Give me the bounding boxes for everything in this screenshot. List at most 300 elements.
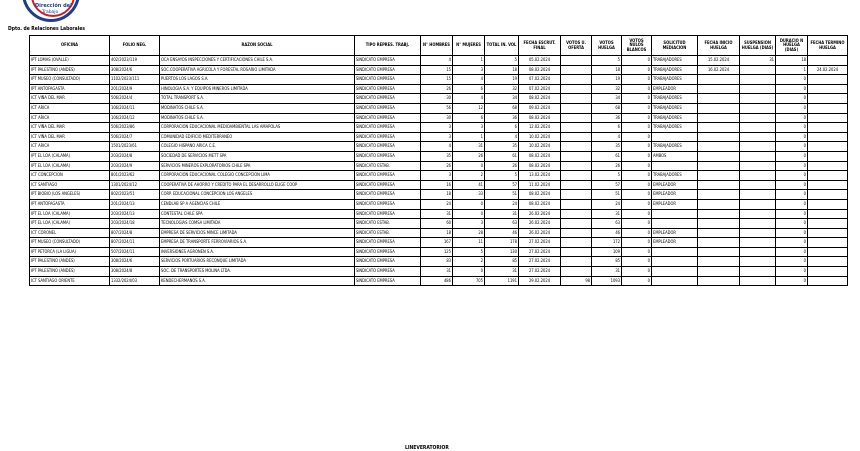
table-cell: EMPLEADOR [652,228,698,238]
table-cell: 6 [453,84,485,94]
table-cell: 07.02.2024 [519,75,561,85]
table-cell: 26 [421,161,453,171]
table-cell: 5 [592,56,622,66]
table-cell: ICT ARICA [30,103,110,113]
table-cell: 08.02.2024 [519,190,561,200]
table-cell: 2 [453,257,485,267]
table-cell: 0 [776,161,808,171]
table-cell: 08.02.2024 [519,161,561,171]
table-cell: TRABAJADORES [652,103,698,113]
table-cell: 98 [561,276,592,286]
table-row [30,103,848,113]
table-cell: 506/2024/7 [110,132,160,142]
table-cell: 0 [776,190,808,200]
table-cell: 178 [485,238,519,248]
table-cell: 18 [421,190,453,200]
table-cell: 0 [622,171,652,181]
table-cell: 486 [421,276,453,286]
table-cell: 19 [592,75,622,85]
table-cell [740,103,776,113]
column-header: OFICINA [30,36,110,56]
column-header: FOLIO NEG. [110,36,160,56]
table-cell [652,267,698,277]
table-cell: SINDICATO EMPRESA [355,142,421,152]
table-cell: EMPRESA DE SERVICIOS MINCE LIMITADA [160,228,355,238]
table-cell [561,113,592,123]
table-cell: 08.02.2024 [519,65,561,75]
table-cell: 3 [421,171,453,181]
table-cell: HINOLOGIA S.A. Y EQUIPOS MINEROS LIMITADA [160,84,355,94]
table-cell [698,123,740,133]
table-cell: ICT SANTIAGO [30,180,110,190]
table-cell: IPT EL LOA (CALAMA) [30,161,110,171]
table-cell [808,123,848,133]
table-cell: 0 [776,209,808,219]
table-cell: 51 [592,190,622,200]
table-cell: 26 [485,161,519,171]
table-cell [698,238,740,248]
table-cell: 15.02.2024 [698,56,740,66]
table-row [30,161,848,171]
table-cell: SINDICATO EMPRESA [355,199,421,209]
table-cell [561,199,592,209]
table-cell: 26.02.2024 [519,228,561,238]
table-row [30,65,848,75]
table-cell: 203/2024/9 [110,161,160,171]
table-cell: IPT ANTOFAGASTA [30,199,110,209]
table-row [30,180,848,190]
table-cell: TRABAJADORES [652,56,698,66]
table-cell: COMUNIDAD EDIFICIO MEDITERRANEO [160,132,355,142]
table-cell: 31 [740,56,776,66]
table-cell: 26 [592,161,622,171]
table-cell: 0 [776,123,808,133]
table-cell: 4 [592,132,622,142]
table-cell [698,219,740,229]
table-cell: 0 [622,132,652,142]
table-cell [561,247,592,257]
table-cell: MODINATOS CHILE S.A. [160,113,355,123]
table-row [30,190,848,200]
table-cell [740,219,776,229]
table-row [30,142,848,152]
table-cell [561,180,592,190]
table-cell [808,190,848,200]
table-cell [652,219,698,229]
table-cell [652,209,698,219]
table-cell [740,238,776,248]
table-cell: IPT EL LOA (CALAMA) [30,219,110,229]
table-cell: 5 [485,171,519,181]
table-cell [808,161,848,171]
table-cell: 3 [453,123,485,133]
table-cell: 3 [421,123,453,133]
table-cell: 0 [776,228,808,238]
table-cell: 31 [592,209,622,219]
table-cell: 30 [421,94,453,104]
table-cell: SINDICATO EMPRESA [355,75,421,85]
table-cell [740,171,776,181]
table-cell: 0 [776,171,808,181]
table-cell: 16.02.2024 [698,65,740,75]
table-cell [698,151,740,161]
table-cell [740,190,776,200]
table-cell: 26.02.2024 [519,209,561,219]
table-cell: 0 [622,123,652,133]
table-cell [561,190,592,200]
table-cell: SINDICATO EMPRESA [355,180,421,190]
table-cell: EMPLEADOR [652,238,698,248]
table-cell [808,132,848,142]
table-cell: SOC. DE TRANSPORTES MOLINA LTDA. [160,267,355,277]
table-row [30,238,848,248]
table-cell: 08.02.2024 [519,113,561,123]
table-cell [808,257,848,267]
table-cell [652,276,698,286]
table-row [30,113,848,123]
table-cell: 15 [421,65,453,75]
table-cell: 1093 [592,276,622,286]
table-cell: 0 [776,132,808,142]
table-cell: IPT EL LOA (CALAMA) [30,151,110,161]
table-cell: 201/2024/13 [110,199,160,209]
table-cell: 19 [485,75,519,85]
table-cell: TRABAJADORES [652,142,698,152]
table-cell: KENDECHERMANOS S.A. [160,276,355,286]
table-cell [740,209,776,219]
table-cell: SERVICIOS PORTUARIOS RECONQUE LIMITADA [160,257,355,267]
table-cell: TRABAJADORES [652,123,698,133]
table-cell: 34 [592,94,622,104]
table-cell: 83 [421,257,453,267]
table-cell: 32 [485,84,519,94]
table-cell [740,199,776,209]
table-cell [561,56,592,66]
table-cell: 09.02.2024 [519,103,561,113]
table-cell: 0 [776,142,808,152]
table-cell: 29.02.2024 [519,276,561,286]
table-cell: SINDICATO EMPRESA [355,94,421,104]
table-cell: 807/2024/11 [110,238,160,248]
table-cell: 1301/2024/12 [110,180,160,190]
table-cell: IPT PALESTINO (ANDES) [30,267,110,277]
table-cell: TRABAJADORES [652,171,698,181]
table-cell: 506/2024/4 [110,94,160,104]
column-header: TOTAL IN. VOL [485,36,519,56]
table-cell: 2 [453,171,485,181]
table-cell: 28 [453,228,485,238]
table-cell: SINDICATO EMPRESA [355,113,421,123]
table-cell [561,161,592,171]
table-cell: ICT CORONEL [30,228,110,238]
table-cell: 68 [485,103,519,113]
table-cell: IPT PALESTINO (ANDES) [30,65,110,75]
table-cell: 35 [421,151,453,161]
table-cell [561,171,592,181]
table-cell: 507/2024/11 [110,247,160,257]
table-cell [698,75,740,85]
table-cell: 24.02.2024 [808,65,848,75]
table-cell [808,94,848,104]
table-cell: 0 [622,94,652,104]
table-cell: 24 [421,199,453,209]
table-cell: 0 [776,219,808,229]
table-cell [740,247,776,257]
table-cell [740,94,776,104]
table-cell: 63 [592,219,622,229]
table-cell [698,190,740,200]
table-cell: 12 [453,103,485,113]
table-cell: 85 [592,257,622,267]
department-title: Dpto. de Relaciones Laborales [8,26,85,32]
table-cell: 130 [485,247,519,257]
table-cell: SERVICIOS MINEROS EXPLORATORIOS CHILE SPA [160,161,355,171]
table-cell: 05.02.2024 [519,56,561,66]
table-row [30,94,848,104]
table-cell [652,247,698,257]
table-cell: 61 [485,151,519,161]
table-cell: 1501/2023/61 [110,142,160,152]
table-cell: IPT MUSEO (CONSULTADO) [30,238,110,248]
table-cell: 6 [592,123,622,133]
table-cell: SINDICATO EMPRESA [355,257,421,267]
table-cell: EMPLEADOR [652,180,698,190]
table-cell: 3 [453,65,485,75]
table-cell [698,132,740,142]
column-header: SUSPENSION HUELGA (DIAS) [740,36,776,56]
table-cell: IPT PETORCA (LA LIGUA) [30,247,110,257]
table-row [30,84,848,94]
table-cell: EMPLEADOR [652,190,698,200]
table-cell: 0 [453,199,485,209]
table-cell: IPT BIOBIO (LOS ANGELES) [30,190,110,200]
table-row [30,151,848,161]
table-cell [808,151,848,161]
column-header: N° MUJERES [453,36,485,56]
table-cell: IPT MUSEO (CONSULTADO) [30,75,110,85]
table-row [30,171,848,181]
table-cell: 0 [622,65,652,75]
table-cell: IPT EL LOA (CALAMA) [30,209,110,219]
table-cell: 1332/2024/03 [110,276,160,286]
table-cell: 57 [592,180,622,190]
table-cell: CENDLAB SP A AGENCIAS CHILE [160,199,355,209]
table-cell: 167 [421,238,453,248]
table-cell: 6 [485,123,519,133]
table-cell [698,161,740,171]
table-cell: 08.02.2024 [519,151,561,161]
table-cell: 4 [421,142,453,152]
table-cell [561,257,592,267]
table-cell: 0 [776,103,808,113]
table-cell [740,84,776,94]
direccion-del-trabajo-logo [22,0,80,22]
table-cell: 807/2024/8 [110,228,160,238]
table-cell: SINDICATO EMPRESA [355,238,421,248]
table-cell: 1 [776,65,808,75]
table-cell [740,123,776,133]
column-header: N° HOMBRES [421,36,453,56]
table-cell [808,199,848,209]
table-cell: 106/2024/11 [110,103,160,113]
table-cell: 0 [622,276,652,286]
table-row [30,219,848,229]
table-cell: 0 [776,199,808,209]
table-cell: 26 [421,84,453,94]
table-cell [698,180,740,190]
table-cell: 1102/2023/111 [110,75,160,85]
table-cell: 109 [592,247,622,257]
table-cell: ICT VIÑA DEL MAR [30,94,110,104]
table-cell: IPT LOMAS (OVALLE) [30,56,110,66]
table-row [30,209,848,219]
table-cell [561,209,592,219]
table-cell: SINDICATO EMPRESA [355,84,421,94]
table-cell: 0 [622,56,652,66]
table-cell [698,247,740,257]
table-cell: 125 [421,247,453,257]
table-cell [561,65,592,75]
table-cell [561,84,592,94]
table-cell: 61 [592,151,622,161]
table-cell [698,103,740,113]
table-cell: 18 [776,56,808,66]
table-cell: TOTAL TRANSPORT S.A. [160,94,355,104]
table-cell: TRABAJADORES [652,75,698,85]
table-cell [808,142,848,152]
table-cell: SINDICATO EMPRESA [355,247,421,257]
table-cell: 0 [776,267,808,277]
table-cell: SINDICATO EMPRESA [355,190,421,200]
column-header: FECHA INICIO HUELGA [698,36,740,56]
table-cell: SINDICATO EMPRESA [355,171,421,181]
table-cell: COLEGIO HISPANO ARICA C.E. [160,142,355,152]
table-cell: 0 [776,238,808,248]
table-cell: 0 [776,180,808,190]
table-cell: 10.02.2024 [519,142,561,152]
table-cell: 46 [485,228,519,238]
table-cell [808,219,848,229]
column-header: FECHA ESCRUT. FINAL [519,36,561,56]
table-cell: 85 [485,257,519,267]
table-cell: 0 [776,276,808,286]
table-cell [808,276,848,286]
table-cell: SINDICATO ESTAB. [355,161,421,171]
column-header: VOTOS NULOS BLANCOS [622,36,652,56]
table-cell: 308/2024/8 [110,267,160,277]
column-header: TIPO REPRES. TRABJ. [355,36,421,56]
table-cell: TRABAJADORES [652,113,698,123]
table-row [30,132,848,142]
table-cell: 51 [485,190,519,200]
table-cell: 0 [622,247,652,257]
table-cell [561,75,592,85]
table-row [30,228,848,238]
table-cell: AMBOS [652,151,698,161]
table-cell: 203/2024/13 [110,209,160,219]
table-cell: SINDICATO EMPRESA [355,267,421,277]
table-cell: 24 [592,199,622,209]
table-cell: 402/2023/119 [110,56,160,66]
table-cell [808,238,848,248]
table-cell: 31 [421,267,453,277]
table-cell: EMPLEADOR [652,84,698,94]
table-cell [698,84,740,94]
table-cell [808,75,848,85]
table-cell [808,180,848,190]
table-cell: 802/2023/51 [110,190,160,200]
column-header: SOLICITUD MEDIACION [652,36,698,56]
table-cell [652,132,698,142]
table-cell [808,209,848,219]
table-cell [561,228,592,238]
table-cell: 0 [453,209,485,219]
table-cell: 18 [592,65,622,75]
table-cell: 5 [592,171,622,181]
table-cell: 0 [776,257,808,267]
table-cell: 0 [622,228,652,238]
table-cell: 203/2024/18 [110,219,160,229]
table-cell: 4 [453,75,485,85]
table-cell [698,113,740,123]
table-cell: 30 [421,113,453,123]
table-cell: 5 [453,247,485,257]
table-cell [740,113,776,123]
table-cell [808,113,848,123]
table-cell [740,142,776,152]
table-cell [652,257,698,267]
table-cell: ICT VIÑA DEL MAR [30,132,110,142]
table-cell: 1 [453,56,485,66]
table-cell [698,276,740,286]
table-cell: 0 [622,75,652,85]
table-cell: 0 [622,267,652,277]
table-cell: SINDICATO EMPRESA [355,209,421,219]
table-cell: EMPLEADOR [652,199,698,209]
table-cell: 4 [453,94,485,104]
column-header: RAZON SOCIAL [160,36,355,56]
table-cell: SINDICATO EMPRESA [355,276,421,286]
table-row [30,56,848,66]
table-cell [561,151,592,161]
table-cell: 203/2024/8 [110,151,160,161]
table-cell: SINDICATO EMPRESA [355,151,421,161]
table-cell [808,228,848,238]
table-cell: 26 [453,151,485,161]
table-cell [698,94,740,104]
table-cell [698,257,740,267]
table-cell: 32 [592,84,622,94]
table-cell: 0 [622,84,652,94]
table-row [30,123,848,133]
table-cell: 11 [453,238,485,248]
table-cell [561,267,592,277]
table-cell [698,209,740,219]
table-cell: 1191 [485,276,519,286]
table-cell [740,132,776,142]
table-cell: 0 [776,94,808,104]
logo-text-line2: Trabajo [42,10,59,15]
table-cell: IPT ANTOFAGASTA [30,84,110,94]
table-cell [808,103,848,113]
table-cell: 801/2023/62 [110,171,160,181]
table-cell [561,123,592,133]
table-cell: 1 [453,132,485,142]
table-cell [698,228,740,238]
table-cell [808,171,848,181]
table-cell: 31 [453,142,485,152]
table-cell: 07.02.2024 [519,84,561,94]
